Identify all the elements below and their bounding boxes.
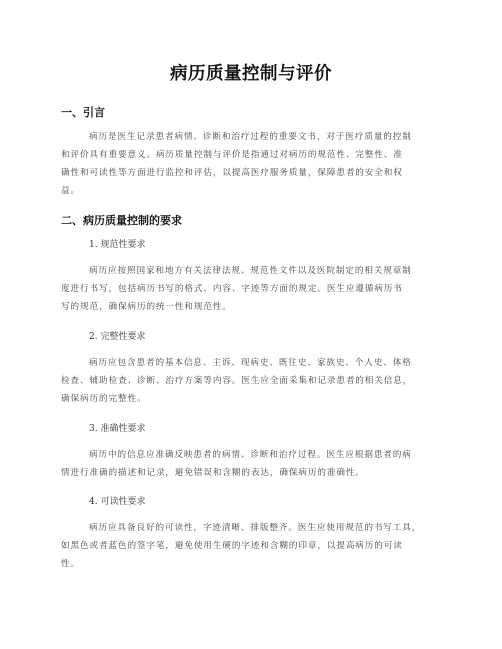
- paragraph-line: 病历应包含患者的基本信息、主诉、现病史、既往史、家族史、个人史、体格: [89, 358, 412, 368]
- paragraph-line: 病历中的信息应准确反映患者的病情、诊断和治疗过程。医生应根据患者的病: [89, 450, 412, 460]
- paragraph-line: 病历应按照国家和地方有关法律法规、规范性文件以及医院制定的相关规章制: [89, 266, 412, 276]
- paragraph-line: 写的规范，确保病历的统一性和规范性。: [61, 302, 232, 312]
- subsection-title: 1. 规范性要求: [89, 240, 146, 250]
- subsection-title: 3. 准确性要求: [89, 424, 146, 434]
- paragraph-line: 检查、辅助检查、诊断、治疗方案等内容。医生应全面采集和记录患者的相关信息，: [61, 376, 413, 386]
- section-heading-requirements: 二、病历质量控制的要求: [61, 214, 182, 227]
- paragraph-line: 情进行准确的描述和记录，避免错误和含糊的表达，确保病历的准确性。: [61, 468, 365, 478]
- subsection-title: 2. 完整性要求: [89, 332, 146, 342]
- paragraph-line: 确保病历的完整性。: [61, 394, 147, 404]
- paragraph-line: 确性和可读性等方面进行监控和评估，以提高医疗服务质量，保障患者的安全和权: [61, 168, 403, 178]
- paragraph-line: 病历是医生记录患者病情、诊断和治疗过程的重要文书，对于医疗质量的控制: [89, 132, 412, 142]
- paragraph-line: 性。: [61, 559, 80, 569]
- section-heading-intro: 一、引言: [61, 106, 105, 119]
- paragraph-line: 病历应具备良好的可读性，字迹清晰、排版整齐。医生应使用规范的书写工具，: [89, 523, 422, 533]
- paragraph-line: 和评价具有重要意义。病历质量控制与评价是指通过对病历的规范性、完整性、准: [61, 150, 403, 160]
- paragraph-line: 益。: [61, 186, 80, 196]
- paragraph-line: 度进行书写，包括病历书写的格式、内容、字迹等方面的规定。医生应遵循病历书: [61, 284, 403, 294]
- paragraph-line: 如黑色或者蓝色的签字笔，避免使用生硬的字迹和含糊的印章，以提高病历的可读: [61, 541, 403, 551]
- page-title: 病历质量控制与评价: [170, 64, 332, 84]
- subsection-title: 4. 可读性要求: [89, 497, 146, 507]
